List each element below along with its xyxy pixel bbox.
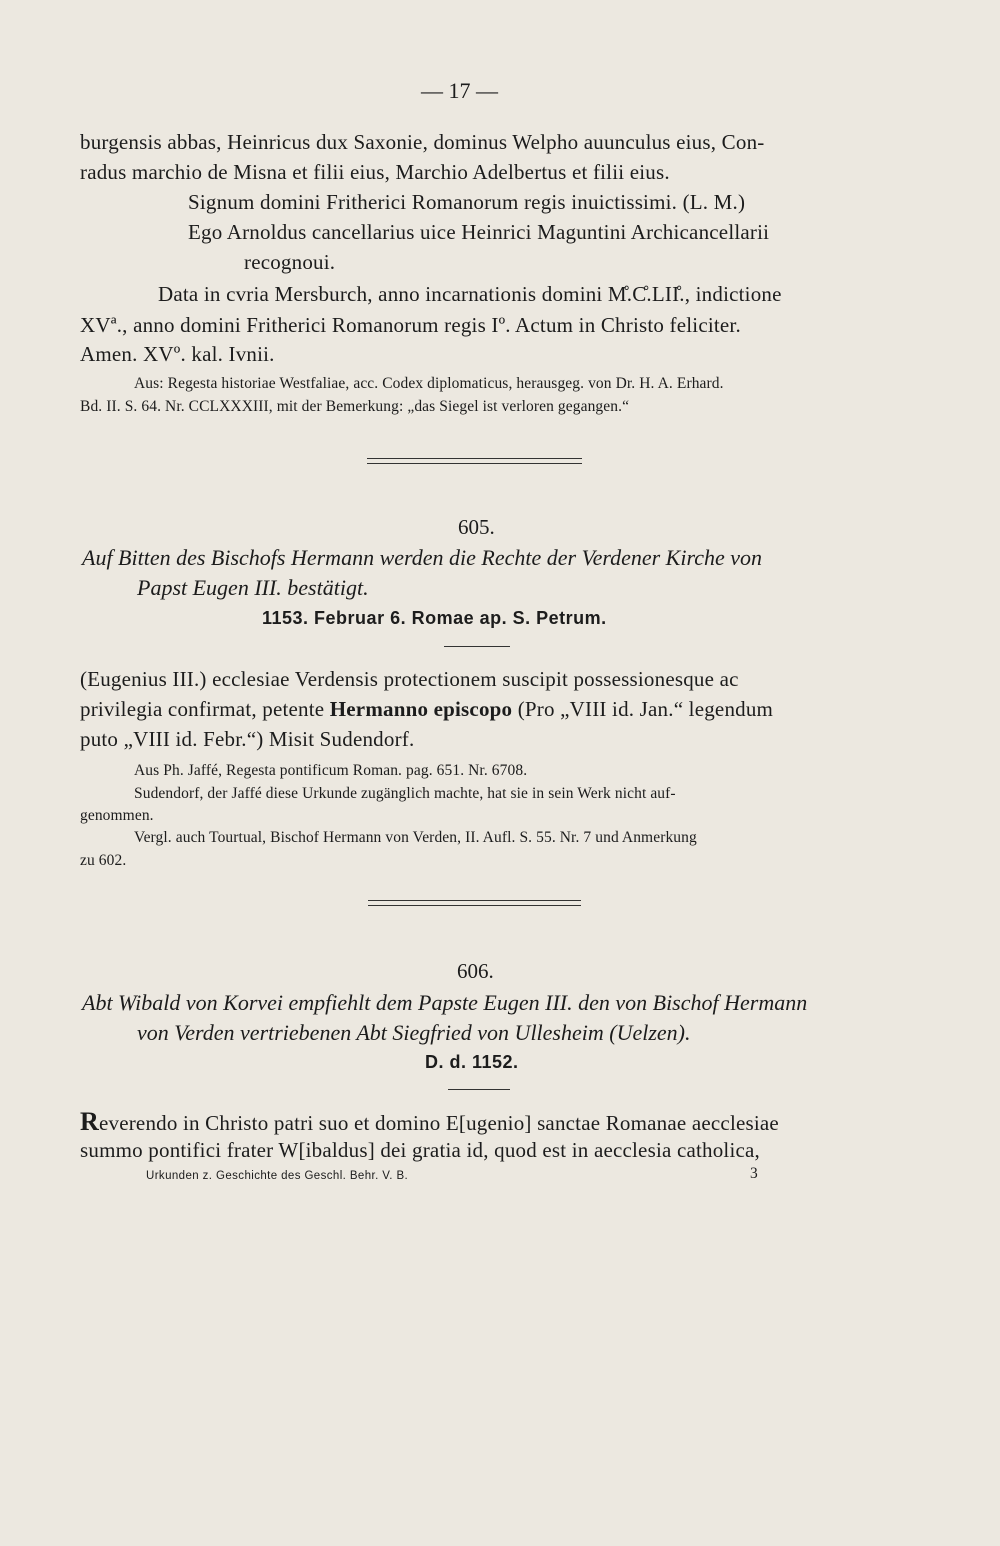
document-heading: Auf Bitten des Bischofs Hermann werden die Rechte der Verdener Kirche von bbox=[82, 545, 762, 570]
document-number: 605. bbox=[458, 515, 495, 539]
footer-signature: Urkunden z. Geschichte des Geschl. Behr. V. B. bbox=[146, 1170, 409, 1182]
body-line: Amen. XVº. kal. Ivnii. bbox=[80, 342, 275, 366]
body-text: everendo in Christo patri suo et domino E[ugenio] sanctae Romanae aecclesiae bbox=[98, 1111, 779, 1135]
body-line: Data in cvria Mersburch, anno incarnationis domini M̊.C̊.LII̊., indictione bbox=[158, 282, 782, 306]
section-divider bbox=[368, 900, 581, 906]
source-note: genommen. bbox=[80, 807, 154, 824]
body-line: recognoui. bbox=[244, 250, 336, 274]
document-heading: von Verden vertriebenen Abt Siegfried von Ullesheim (Uelzen). bbox=[137, 1020, 691, 1045]
body-text: privilegia confirmat, petente bbox=[80, 697, 330, 721]
body-line bbox=[80, 697, 773, 722]
sheet-number: 3 bbox=[750, 1165, 758, 1182]
initial-letter: R bbox=[80, 1107, 99, 1136]
source-note: Aus Ph. Jaffé, Regesta pontificum Roman. pag. 651. Nr. 6708. bbox=[134, 762, 528, 779]
body-line bbox=[80, 1107, 779, 1137]
document-number: 606. bbox=[457, 959, 494, 983]
bold-name: Hermanno episcopo bbox=[329, 697, 513, 721]
short-rule bbox=[448, 1089, 510, 1090]
body-line: Signum domini Fritherici Romanorum regis inuictissimi. (L. M.) bbox=[188, 190, 746, 214]
source-note: Bd. II. S. 64. Nr. CCLXXXIII, mit der Bemerkung: „das Siegel ist verloren gegangen.“ bbox=[80, 398, 630, 415]
body-line: XVª., anno domini Fritherici Romanorum regis Iº. Actum in Christo feliciter. bbox=[80, 313, 741, 337]
short-rule bbox=[444, 646, 510, 647]
document-date: D. d. 1152. bbox=[425, 1052, 519, 1072]
body-line: (Eugenius III.) ecclesiae Verdensis protectionem suscipit possessionesque ac bbox=[80, 667, 739, 691]
source-note: Aus: Regesta historiae Westfaliae, acc. Codex diplomaticus, herausgeg. von Dr. H. A. Erhard. bbox=[134, 375, 724, 392]
source-note: Vergl. auch Tourtual, Bischof Hermann von Verden, II. Aufl. S. 55. Nr. 7 und Anmerkung bbox=[134, 829, 697, 846]
body-line: radus marchio de Misna et filii eius, Marchio Adelbertus et filii eius. bbox=[80, 160, 670, 184]
document-date: 1153. Februar 6. Romae ap. S. Petrum. bbox=[262, 608, 607, 628]
page-number: — 17 — bbox=[421, 78, 498, 103]
section-divider bbox=[367, 458, 582, 464]
source-note: Sudendorf, der Jaffé diese Urkunde zugänglich machte, hat sie in sein Werk nicht auf- bbox=[134, 785, 676, 802]
body-line: summo pontifici frater W[ibaldus] dei gratia id, quod est in aecclesia catholica, bbox=[80, 1138, 760, 1162]
document-heading: Papst Eugen III. bestätigt. bbox=[137, 575, 369, 600]
document-heading: Abt Wibald von Korvei empfiehlt dem Papste Eugen III. den von Bischof Hermann bbox=[82, 990, 808, 1015]
body-text: (Pro „VIII id. Jan.“ legendum bbox=[512, 697, 774, 721]
body-line: puto „VIII id. Febr.“) Misit Sudendorf. bbox=[80, 727, 415, 751]
body-line: burgensis abbas, Heinricus dux Saxonie, dominus Welpho auunculus eius, Con- bbox=[80, 130, 765, 154]
body-line: Ego Arnoldus cancellarius uice Heinrici Maguntini Archicancellarii bbox=[188, 220, 770, 244]
source-note: zu 602. bbox=[80, 852, 127, 869]
